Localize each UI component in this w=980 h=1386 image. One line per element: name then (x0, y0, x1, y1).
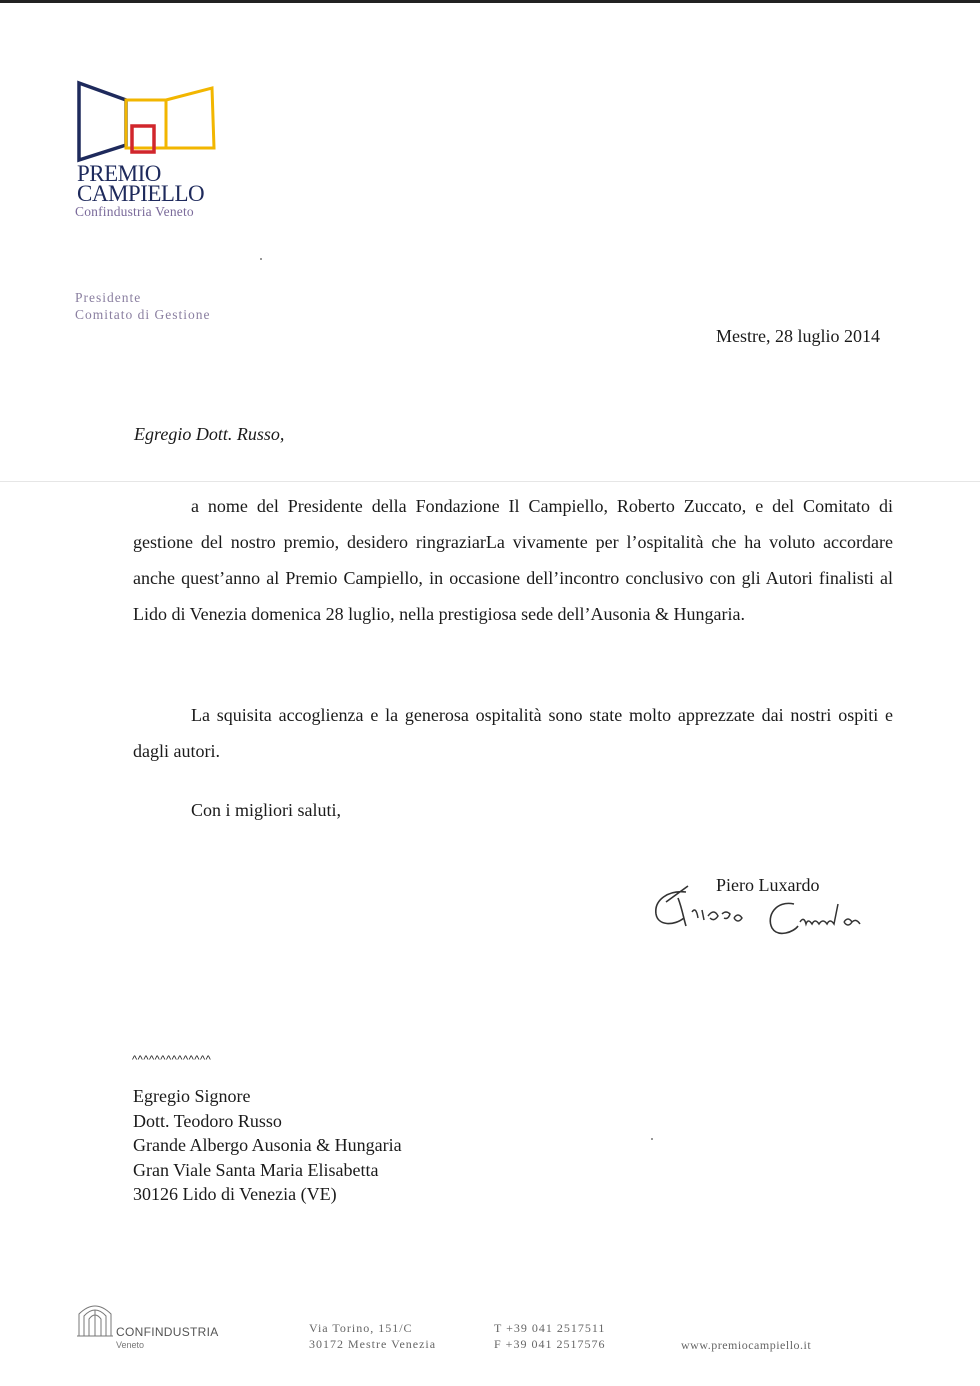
handwritten-signature (648, 882, 898, 952)
signer-name: Piero Luxardo (716, 875, 820, 895)
brand-line-2: CAMPIELLO (77, 181, 205, 206)
recipient-line: Gran Viale Santa Maria Elisabetta (133, 1159, 379, 1180)
paragraph-1: a nome del Presidente della Fondazione Il Campiello, Roberto Zuccato, e del Comitato di gestione del nostro premio, desidero ringraziarLa vivamente per l’ospitalità che ha voluto accordare anche quest’anno al Premio Campiello, in occasione dell’incontro conclusivo con gli Autori finalisti al Lido di Venezia domenica 28 luglio, nella prestigiosa sede dell’Ausonia & Hungaria. (133, 496, 893, 624)
separator-carets: ^^^^^^^^^^^^^^ (132, 1054, 212, 1066)
recipient-line: Egregio Signore (133, 1086, 251, 1106)
scan-top-edge (0, 0, 980, 3)
scan-speck (651, 1138, 653, 1140)
recipient-line: Dott. Teodoro Russo (133, 1110, 282, 1131)
scan-speck (260, 258, 262, 260)
footer-phones (494, 1320, 605, 1352)
footer-org-sub: Veneto (116, 1340, 145, 1350)
salutation: Egregio Dott. Russo, (134, 424, 285, 444)
footer-phone-line: T +39 041 2517511 (494, 1321, 606, 1335)
footer-address-line: 30172 Mestre Venezia (309, 1337, 437, 1351)
closing: Con i migliori saluti, (191, 800, 342, 820)
paragraph-2: La squisita accoglienza e la generosa ospitalità sono state molto apprezzate dai nostri ospiti e dagli autori. (133, 705, 893, 761)
footer-address-line: Via Torino, 151/C (309, 1321, 413, 1335)
footer-fax-line: F +39 041 2517576 (494, 1337, 606, 1351)
logo-frames-icon (74, 80, 224, 170)
footer-org-name: CONFINDUSTRIA (116, 1325, 219, 1339)
role-line-1: Presidente (75, 290, 142, 305)
recipient-line: 30126 Lido di Venezia (VE) (133, 1184, 337, 1204)
brand-line-3: Confindustria Veneto (75, 204, 194, 219)
role-line-2: Comitato di Gestione (75, 307, 211, 322)
recipient-line: Grande Albergo Ausonia & Hungaria (133, 1135, 402, 1155)
brand-line-1: PREMIO (77, 161, 161, 186)
paper-fold-line (0, 481, 980, 482)
recipient-address (133, 1084, 402, 1207)
letter-date: Mestre, 28 luglio 2014 (716, 326, 880, 346)
footer-address (309, 1320, 436, 1352)
footer-website: www.premiocampiello.it (681, 1338, 812, 1352)
confindustria-logo-icon (75, 1300, 115, 1340)
